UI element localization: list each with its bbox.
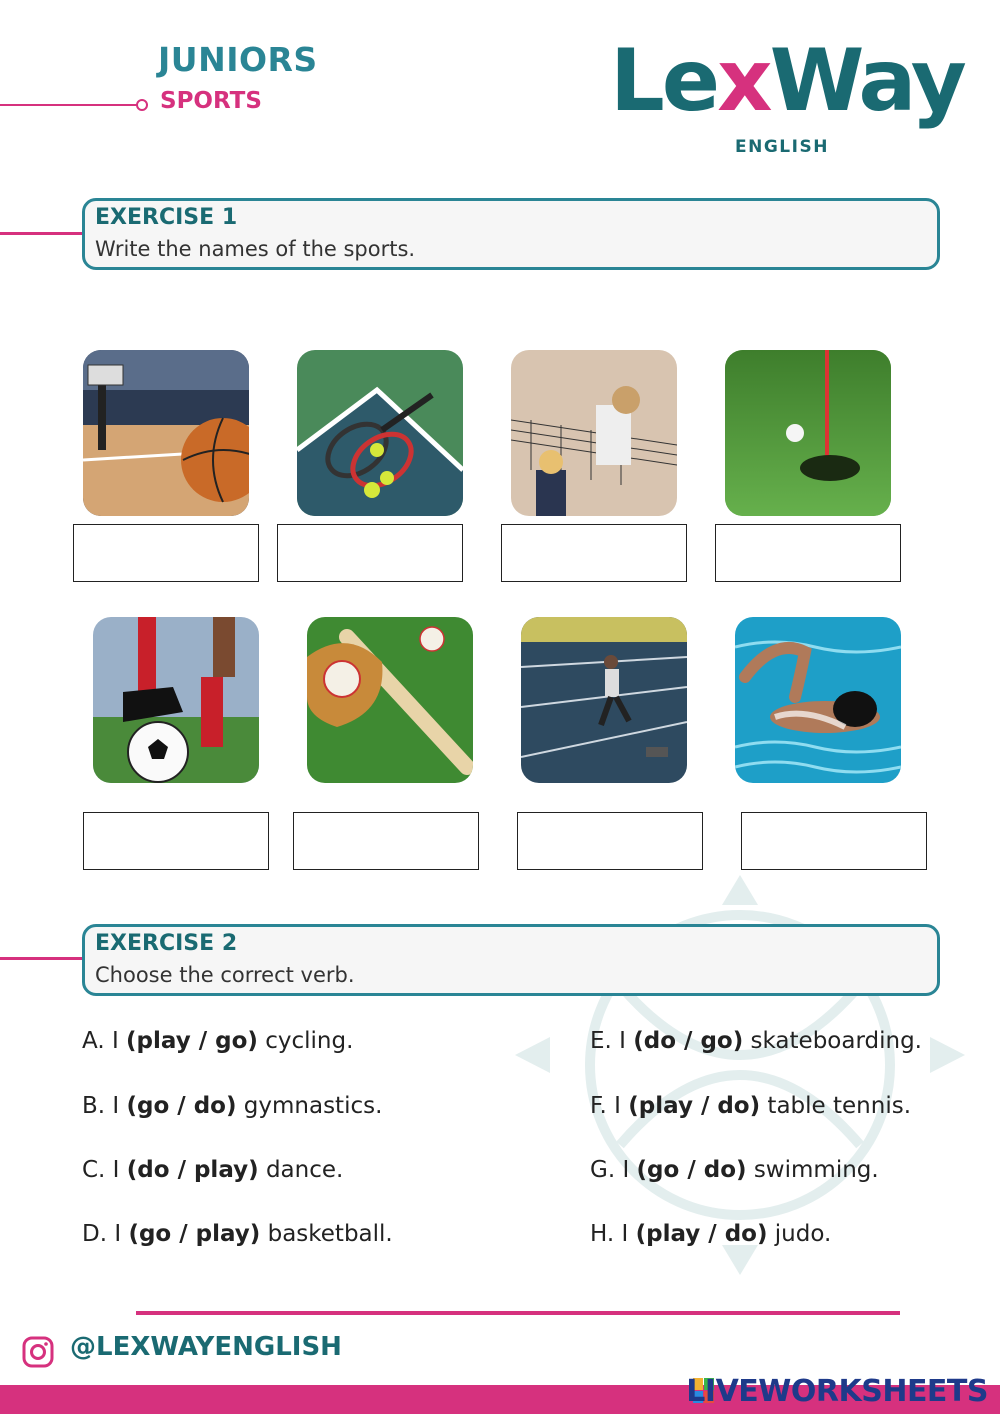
level-title: JUNIORS — [158, 40, 318, 79]
verb-item-b: B. I (go / do) gymnastics. — [82, 1093, 383, 1119]
running-photo — [521, 617, 687, 783]
verb-item-c: C. I (do / play) dance. — [82, 1157, 344, 1183]
exercise1-title: EXERCISE 1 — [95, 205, 238, 230]
logo-subtitle: ENGLISH — [735, 137, 829, 157]
verb-item-a: A. I (play / go) cycling. — [82, 1028, 354, 1054]
swimming-photo — [735, 617, 901, 783]
footer-divider — [136, 1311, 900, 1315]
header-line-dot — [136, 99, 148, 111]
verb-item-f: F. I (play / do) table tennis. — [590, 1093, 912, 1119]
verb-choice-f[interactable]: (play / do) — [628, 1093, 761, 1119]
basketball-photo — [83, 350, 249, 516]
liveworksheets-watermark: LIVEWORKSHEETS — [686, 1374, 988, 1409]
volleyball-photo — [511, 350, 677, 516]
verb-choice-c[interactable]: (do / play) — [126, 1157, 259, 1183]
answer-box-1[interactable] — [73, 524, 259, 582]
golf-photo — [725, 350, 891, 516]
verb-choice-a[interactable]: (play / go) — [126, 1028, 258, 1054]
exercise1-line — [0, 232, 84, 235]
verb-item-h: H. I (play / do) judo. — [590, 1221, 832, 1247]
answer-box-6[interactable] — [293, 812, 479, 870]
verb-item-e: E. I (do / go) skateboarding. — [590, 1028, 922, 1054]
verb-choice-e[interactable]: (do / go) — [633, 1028, 744, 1054]
header-line — [0, 104, 138, 106]
verb-item-g: G. I (go / do) swimming. — [590, 1157, 879, 1183]
verb-item-d: D. I (go / play) basketball. — [82, 1221, 393, 1247]
answer-box-2[interactable] — [277, 524, 463, 582]
answer-box-8[interactable] — [741, 812, 927, 870]
instagram-icon[interactable] — [22, 1336, 54, 1368]
baseball-photo — [307, 617, 473, 783]
exercise2-title: EXERCISE 2 — [95, 931, 238, 956]
answer-box-5[interactable] — [83, 812, 269, 870]
lexway-logo: LexWay — [610, 31, 964, 131]
instagram-handle[interactable]: @LEXWAYENGLISH — [70, 1332, 342, 1362]
verb-choice-b[interactable]: (go / do) — [126, 1093, 237, 1119]
answer-box-7[interactable] — [517, 812, 703, 870]
exercise2-instruction: Choose the correct verb. — [95, 963, 355, 987]
answer-box-3[interactable] — [501, 524, 687, 582]
tennis-photo — [297, 350, 463, 516]
topic-title: SPORTS — [160, 88, 262, 114]
football-photo — [93, 617, 259, 783]
answer-box-4[interactable] — [715, 524, 901, 582]
verb-choice-g[interactable]: (go / do) — [636, 1157, 747, 1183]
verb-choice-h[interactable]: (play / do) — [635, 1221, 768, 1247]
exercise2-header — [82, 924, 940, 996]
exercise1-instruction: Write the names of the sports. — [95, 237, 416, 261]
exercise2-line — [0, 957, 84, 960]
exercise1-header — [82, 198, 940, 270]
verb-choice-d[interactable]: (go / play) — [128, 1221, 261, 1247]
